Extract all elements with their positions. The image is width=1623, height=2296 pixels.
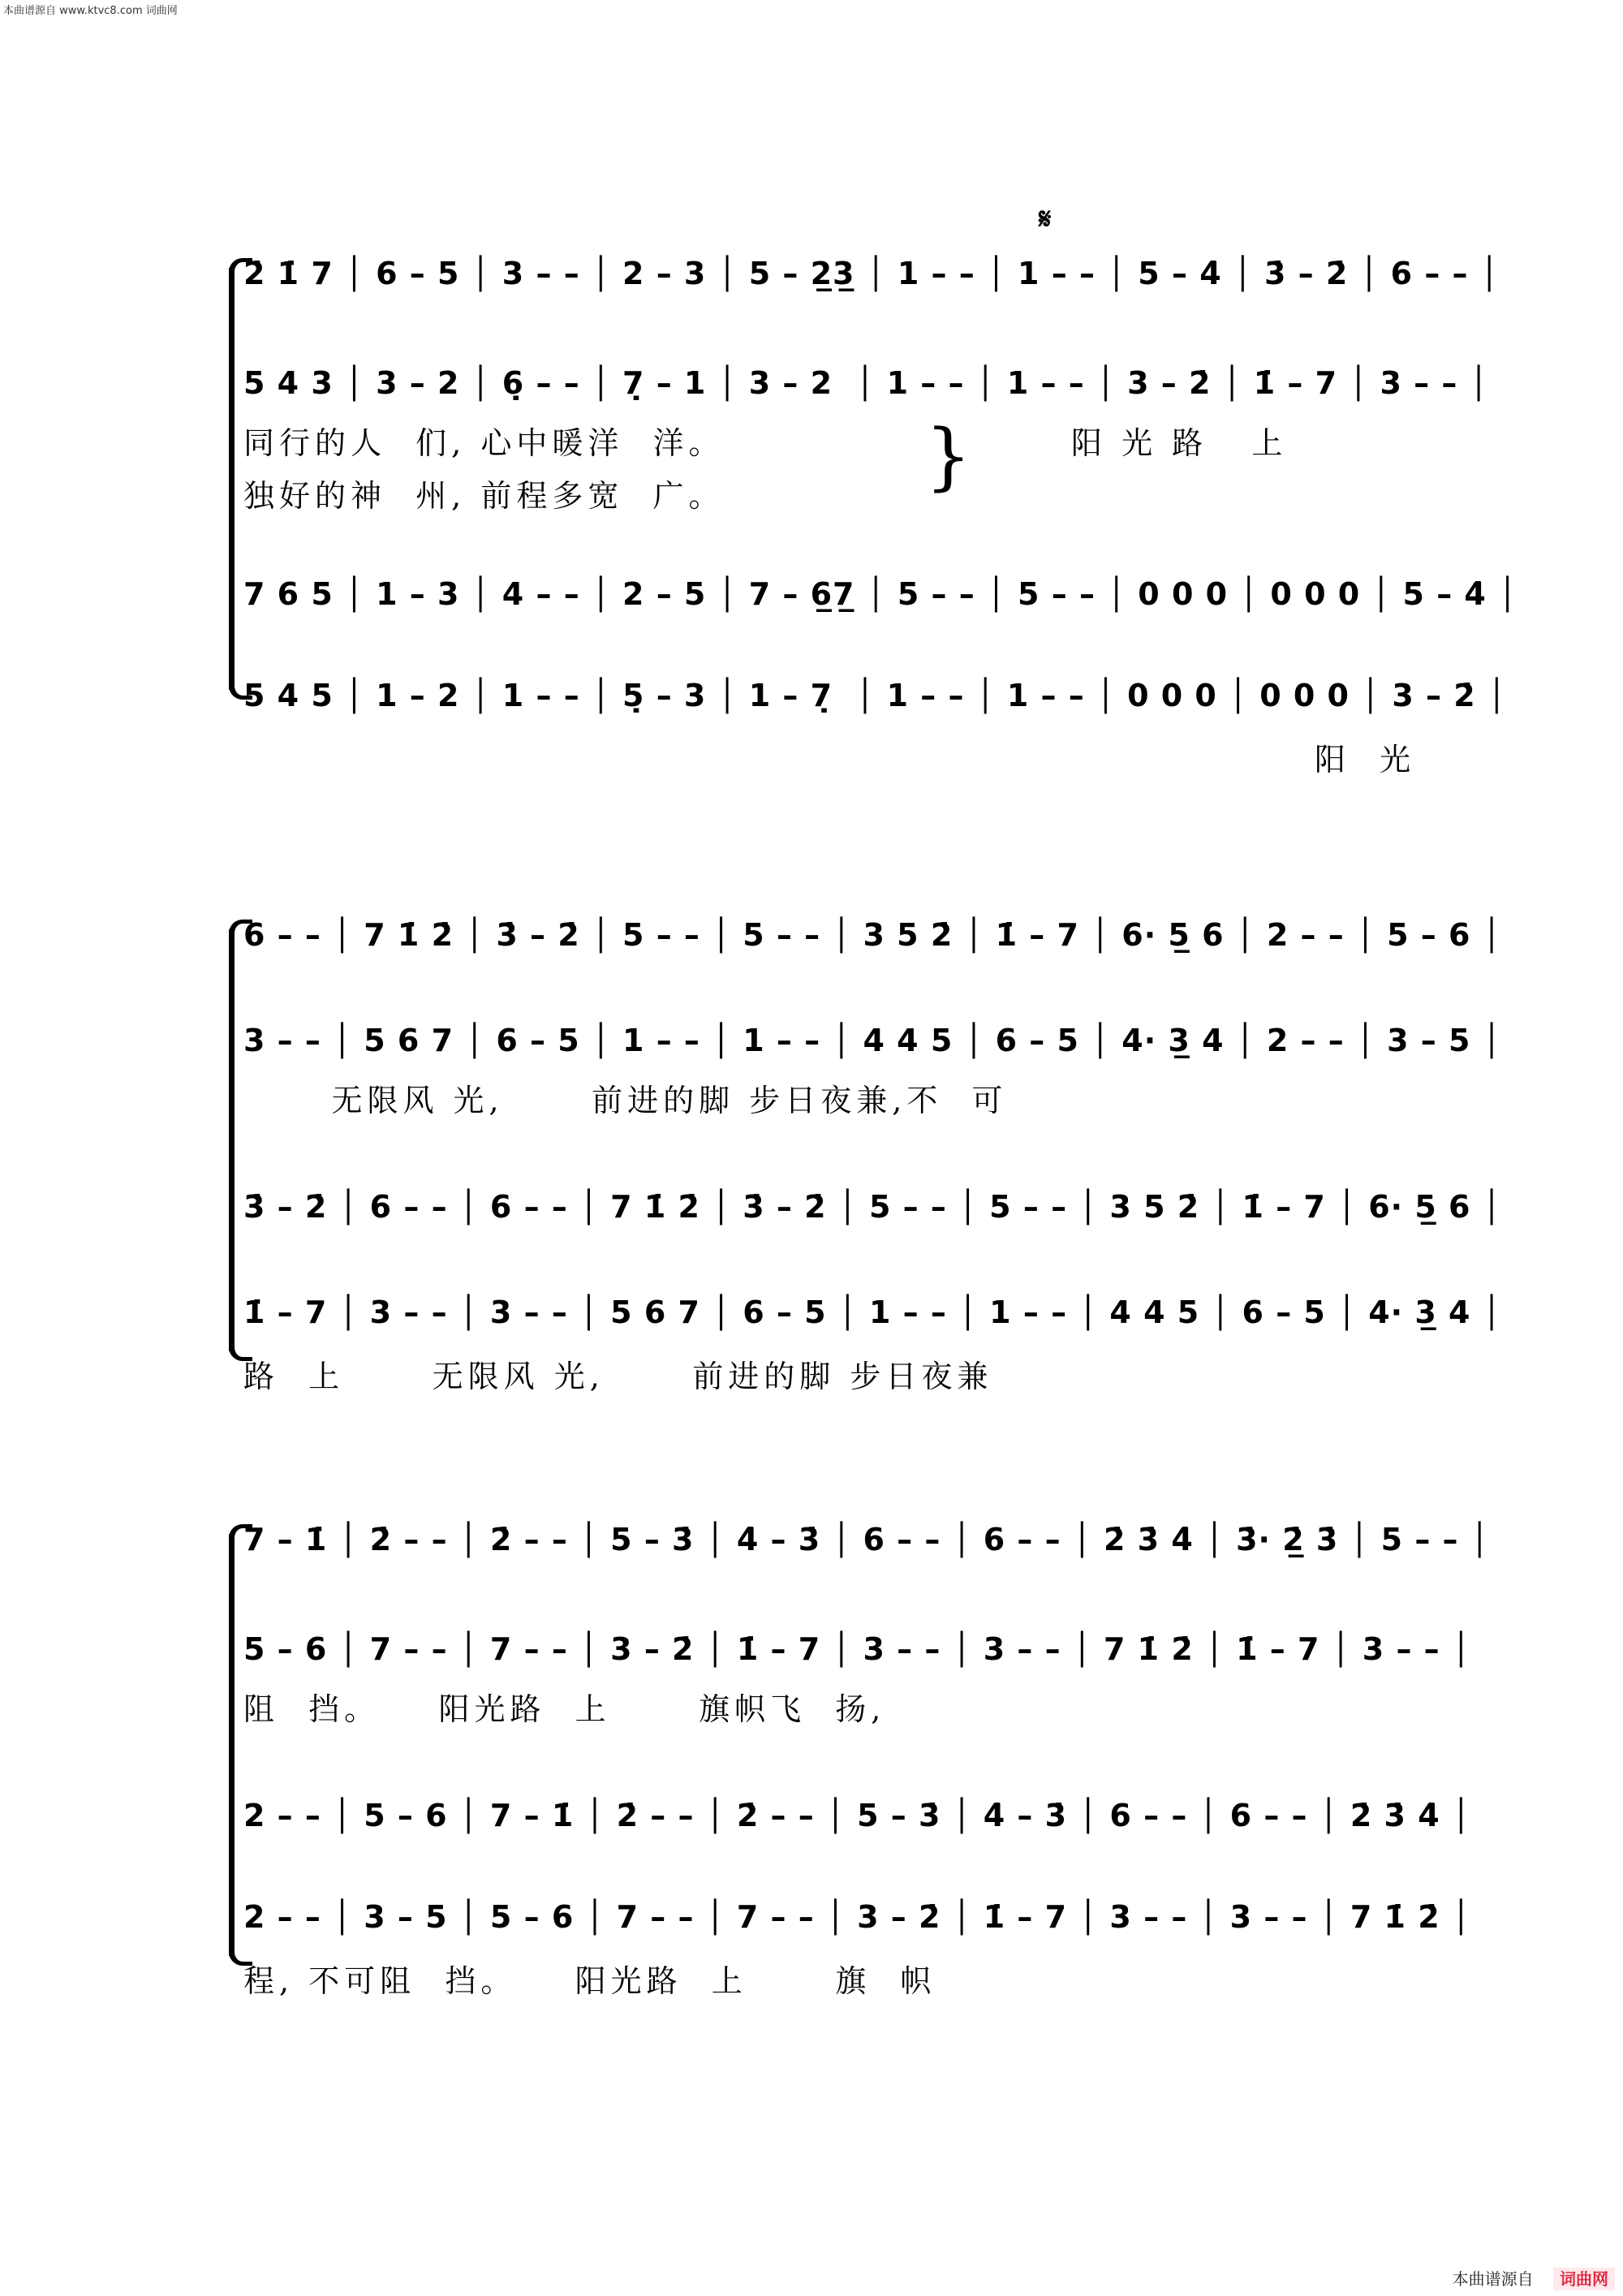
segno-icon: 𝄋 bbox=[1039, 203, 1052, 236]
system-brace bbox=[229, 1534, 246, 1956]
part-2-notes: 5 – 6 │ 7 – – │ 7 – – │ 3 – 2̇ │ 1̇ – 7 │ 3 – – │ 3 – – │ 7 1̇ 2̇ │ 1̇ – 7 │ 3 – – │ bbox=[243, 1631, 1471, 1667]
part-4-notes: 2 – – │ 3 – 5 │ 5 – 6 │ 7 – – │ 7 – – │ 3 – 2̇ │ 1̇ – 7 │ 3 – – │ 3 – – │ 7 1̇ 2̇ │ bbox=[243, 1899, 1471, 1935]
part-4-notes: 5 4 5 │ 1 – 2 │ 1 – – │ 5̣ – 3 │ 1 – 7̣ │ 1 – – │ 1 – – │ 0 0 0 │ 0 0 0 │ 3 – 2̇ │ bbox=[243, 678, 1507, 713]
part-3-notes: 3̇ – 2̇ │ 6 – – │ 6 – – │ 7 1̇ 2̇ │ 3̇ – 2̇ │ 5 – – │ 5 – – │ 3 5 2̇ │ 1̇ – 7 │ 6· 5̲ 6 │ bbox=[243, 1189, 1502, 1225]
part-4-notes: 1̇ – 7 │ 3 – – │ 3 – – │ 5 6 7 │ 6 – 5 │ 1 – – │ 1 – – │ 4 4 5 │ 6 – 5 │ 4· 3̲ 4 │ bbox=[243, 1294, 1502, 1330]
part-2-lyrics: 阻 挡。 阳光路 上 旗帜飞 扬, bbox=[243, 1691, 886, 1727]
source-header: 本曲谱源自 www.ktvc8.com 词曲网 bbox=[3, 5, 178, 17]
part-2-notes: 3 – – │ 5 6 7 │ 6 – 5 │ 1 – – │ 1 – – │ 4 4 5 │ 6 – 5 │ 4· 3̲ 4 │ 2 – – │ 3 – 5 │ bbox=[243, 1023, 1502, 1058]
part-2-notes: 5 4 3 │ 3 – 2 │ 6̣ – – │ 7̣ – 1 │ 3 – 2 │ 1 – – │ 1 – – │ 3 – 2̇ │ 1̇ – 7 │ 3 – – │ bbox=[243, 365, 1489, 401]
part-2-lyrics-verse-2: 独好的神 州, 前程多宽 广。 bbox=[243, 478, 725, 514]
part-4-lyrics: 程, 不可阻 挡。 阳光路 上 旗 帜 bbox=[243, 1963, 936, 1999]
verse-brace: } bbox=[925, 414, 972, 499]
footer-source: 本曲谱源自 bbox=[1452, 2269, 1534, 2289]
part-2-lyrics-after: 阳 光 路 上 bbox=[1071, 425, 1288, 461]
part-2-lyrics: 无限风 光, 前进的脚 步日夜兼,不 可 bbox=[243, 1083, 1008, 1118]
site-logo: 词曲网 bbox=[1553, 2268, 1615, 2290]
part-1-notes: 2̇ 1̇ 7 │ 6 – 5 │ 3 – – │ 2 – 3 │ 5 – 2̲3̲ │ 1 – – │ 1 – – │ 5 – 4̇ │ 3̇ – 2̇ │ 6 – – │ bbox=[243, 256, 1500, 291]
part-4-lyrics: 阳 光 bbox=[1315, 742, 1416, 778]
part-1-notes: 6 – – │ 7 1̇ 2̇ │ 3̇ – 2̇ │ 5 – – │ 5 – – │ 3 5 2̇ │ 1̇ – 7 │ 6· 5̲ 6 │ 2 – – │ 5 – 6 │ bbox=[243, 917, 1502, 953]
footer-watermark bbox=[1453, 2266, 1615, 2290]
part-3-notes: 7 6 5 │ 1 – 3 │ 4 – – │ 2 – 5 │ 7 – 6̲7̲ │ 5 – – │ 5 – – │ 0 0 0 │ 0 0 0 │ 5 – 4̇ │ bbox=[243, 576, 1518, 612]
system-brace bbox=[229, 929, 246, 1351]
part-2-lyrics-verse-1: 同行的人 们, 心中暖洋 洋。 bbox=[243, 425, 725, 461]
part-3-notes: 2 – – │ 5 – 6 │ 7 – 1̇ │ 2̇ – – │ 2̇ – – │ 5 – 3̇ │ 4̇ – 3̇ │ 6 – – │ 6 – – │ 2̇ 3̇ 4̇ │ bbox=[243, 1798, 1471, 1833]
part-4-lyrics: 路 上 无限风 光, 前进的脚 步日夜兼 bbox=[243, 1359, 993, 1394]
part-1-notes: 7 – 1̇ │ 2̇ – – │ 2̇ – – │ 5 – 3̇ │ 4̇ – 3̇ │ 6 – – │ 6 – – │ 2̇ 3̇ 4̇ │ 3̇· 2̲̇ 3̇ │ 5 – – │ bbox=[243, 1522, 1490, 1557]
